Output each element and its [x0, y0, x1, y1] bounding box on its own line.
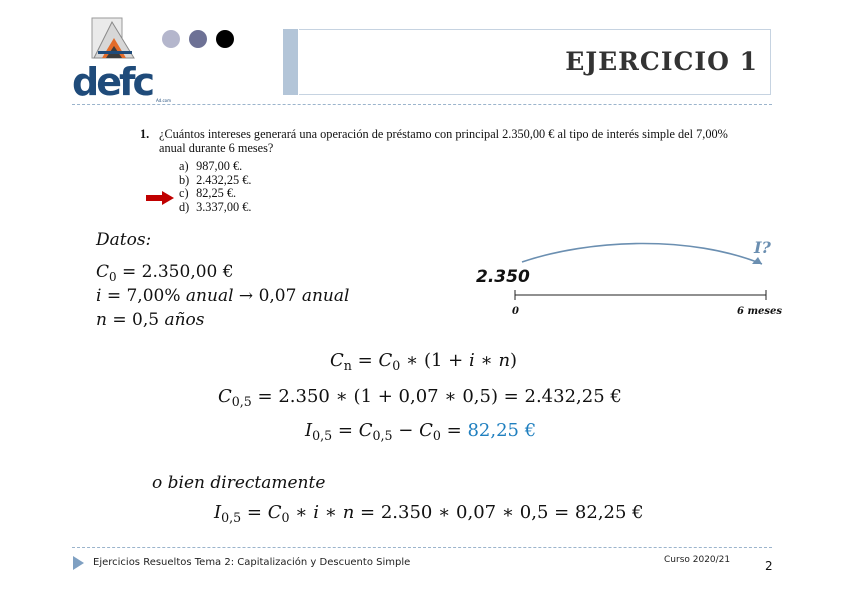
i-value: = 7,00%: [106, 286, 181, 306]
timeline-start-label: 0: [512, 306, 519, 317]
formula-part: ∗ (1 +: [406, 350, 464, 371]
decor-dot-light: [162, 30, 180, 48]
var-n: n: [96, 310, 107, 330]
var-n: n: [498, 350, 511, 371]
option-text: 987,00 €.: [196, 159, 243, 173]
option-text: 2.432,25 €.: [196, 172, 252, 187]
logo-text: defc: [72, 60, 153, 104]
var-c: C: [96, 262, 110, 282]
equals: =: [357, 350, 373, 371]
var-i: I: [305, 420, 313, 441]
var-c: C: [330, 350, 344, 371]
options-list: [179, 160, 251, 214]
paren: ): [510, 350, 518, 371]
footer-course: Curso 2020/21: [664, 555, 731, 565]
formula-cn: [330, 350, 517, 373]
var-c: C: [267, 502, 282, 523]
c0-value: = 2.350,00 €: [122, 262, 234, 282]
interest-result: 82,25 €: [467, 420, 537, 441]
datos-heading: Datos:: [96, 230, 152, 250]
var-c: C: [419, 420, 433, 441]
header-divider: [72, 104, 772, 105]
var-i: I: [214, 502, 222, 523]
sub-0: 0: [109, 270, 117, 284]
option-c: [179, 187, 251, 201]
var-i: i: [468, 350, 475, 371]
option-text: 82,25 €.: [196, 186, 237, 201]
option-letter: a): [179, 159, 189, 173]
var-i: i: [313, 502, 319, 523]
datos-i: [96, 286, 349, 306]
timeline-curve: [522, 243, 762, 264]
datos-c0: [96, 262, 234, 284]
sub-05: 0,5: [312, 428, 333, 443]
formula-part: = 2.350 ∗ (1 + 0,07 ∗ 0,5) = 2.432,25 €: [257, 386, 622, 407]
equals: =: [246, 502, 262, 523]
formula-part: = 2.350 ∗ 0,07 ∗ 0,5 = 82,25 €: [360, 502, 644, 523]
var-c: C: [358, 420, 373, 441]
option-letter: c): [179, 186, 189, 201]
formula-i05: [305, 420, 536, 443]
n-unit: años: [164, 310, 205, 330]
operator: ∗: [480, 350, 493, 371]
operator: ∗: [295, 502, 308, 523]
page-title: EJERCICIO 1: [565, 47, 758, 76]
sub-0: 0: [432, 428, 441, 443]
sub-0: 0: [281, 510, 290, 525]
i-arrow-value: → 0,07: [238, 286, 297, 306]
equals: =: [446, 420, 462, 441]
footer-arrow-icon: [73, 556, 84, 570]
decor-dot-dark: [216, 30, 234, 48]
header-accent-bar: [283, 29, 298, 95]
sub-0: 0: [392, 358, 401, 373]
var-c: C: [218, 386, 232, 407]
answer-arrow-icon: [146, 191, 174, 205]
operator: −: [398, 420, 414, 441]
sub-05: 0,5: [221, 510, 242, 525]
footer-divider: [72, 547, 772, 548]
option-d: [179, 201, 251, 215]
sub-05: 0,5: [372, 428, 393, 443]
footer-text: Ejercicios Resueltos Tema 2: Capitalización y Descuento Simple: [93, 557, 411, 568]
question-number: 1.: [140, 127, 150, 141]
option-text: 3.337,00 €.: [196, 199, 252, 214]
option-a: [179, 160, 251, 174]
var-n: n: [342, 502, 355, 523]
n-value: = 0,5: [112, 310, 160, 330]
option-letter: b): [179, 172, 190, 187]
i-unit2: anual: [301, 286, 350, 306]
logo-house-icon: [90, 16, 150, 64]
timeline-end-label: 6 meses: [737, 306, 783, 317]
sub-05: 0,5: [231, 394, 252, 409]
i-unit: anual: [185, 286, 234, 306]
var-c: C: [378, 350, 393, 371]
option-b: [179, 174, 251, 188]
var-i: i: [96, 286, 102, 306]
question-text: ¿Cuántos intereses generará una operación de préstamo con principal 2.350,00 € al tipo de interés simple del 7,00% anual durante 6 meses?: [159, 127, 728, 155]
timeline-diagram: [500, 235, 790, 305]
logo-subtext: Ad.com: [156, 98, 172, 103]
datos-n: [96, 310, 205, 330]
formula-direct: [214, 502, 644, 525]
equals: =: [337, 420, 353, 441]
formula-c05: [218, 386, 622, 409]
alt-label: o bien directamente: [152, 473, 326, 493]
sub-n: n: [343, 358, 352, 373]
defc-logo: [72, 16, 172, 104]
timeline-amount: 2.350: [476, 267, 530, 287]
page-number: 2: [765, 559, 773, 573]
option-letter: d): [179, 199, 190, 214]
decor-dot-mid: [189, 30, 207, 48]
operator: ∗: [324, 502, 337, 523]
timeline-unknown: I?: [754, 238, 771, 257]
